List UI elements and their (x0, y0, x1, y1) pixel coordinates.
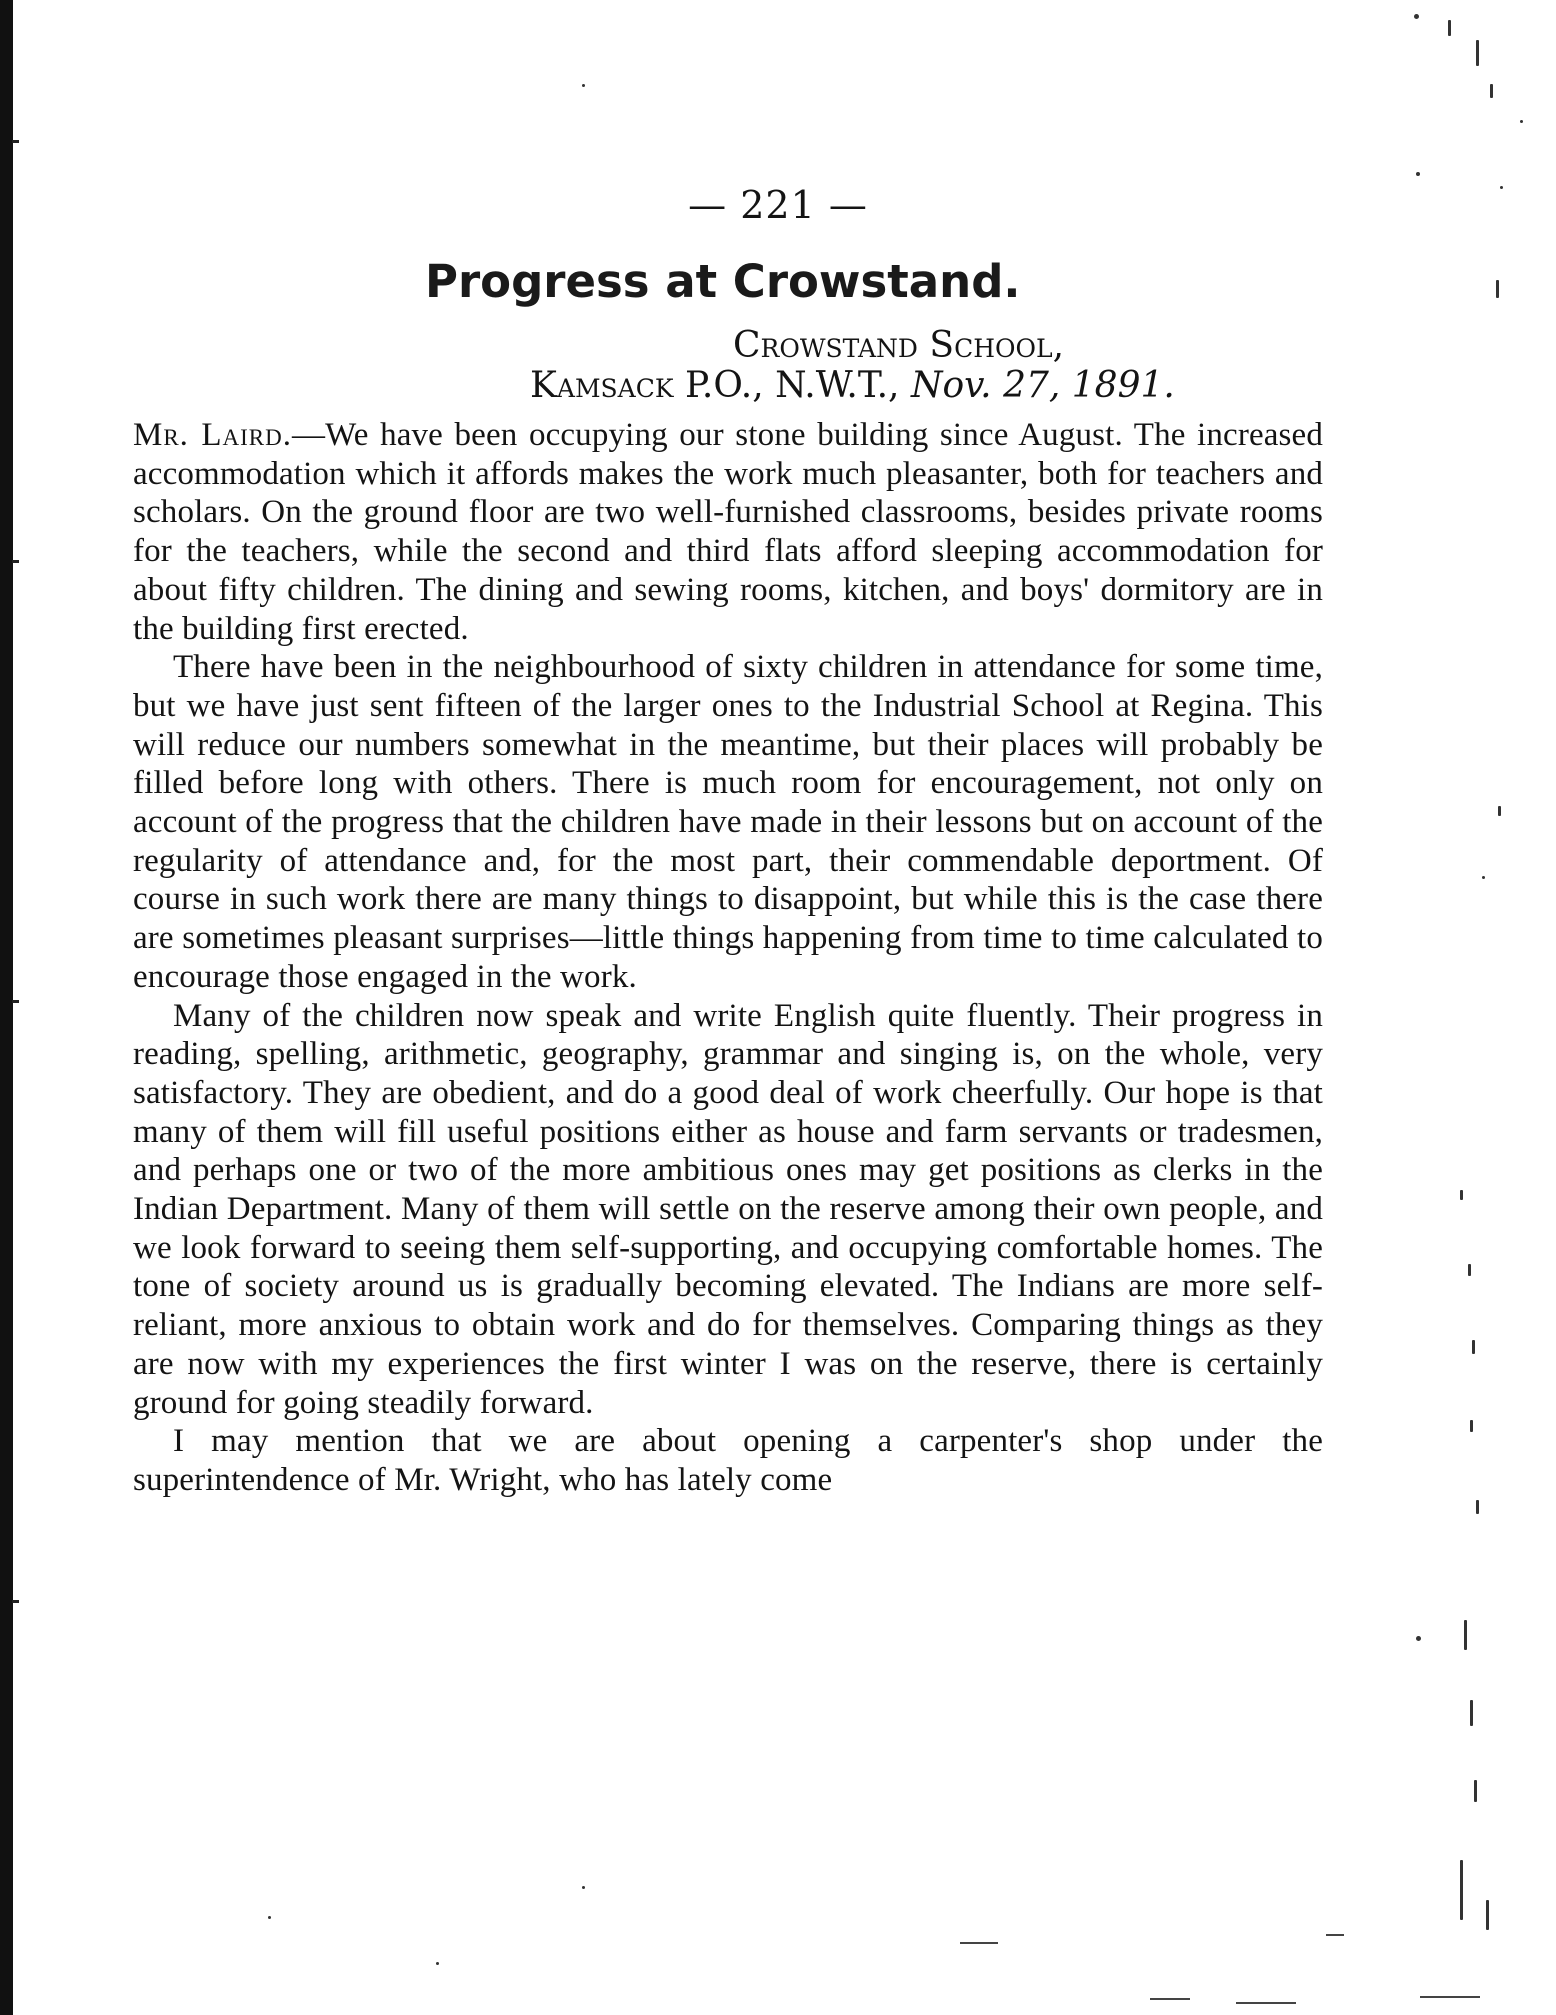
scan-border-tick (12, 560, 19, 563)
scan-speck (1520, 120, 1523, 123)
address-date: Nov. 27, 1891. (910, 365, 1175, 406)
scan-speck (582, 1886, 585, 1889)
page-number: — 221 — (688, 183, 868, 227)
scan-mark (1236, 2002, 1296, 2004)
letter-opening-text: —We have been occupying our stone building since August. The increased accommodation which it affords makes the work much pleasanter, both for teachers and scholars. On the ground floor are two well-furnished classrooms, besides private rooms for the teachers, while the second and third flats afford sleeping accommodation for about fifty children. The dining and sewing rooms, kitchen, and boys' dormitory are in the building first erected. (133, 417, 1324, 647)
scan-speck (1468, 1264, 1471, 1276)
scan-speck (1498, 806, 1501, 816)
letter-body (133, 416, 1323, 1500)
scan-speck (1482, 876, 1485, 879)
scan-speck (1470, 1700, 1473, 1726)
scan-speck (1500, 186, 1503, 189)
letter-paragraph: Many of the children now speak and write English quite fluently. Their progress in reading, spelling, arithmetic, geography, grammar and singing is, on the whole, very satisfactory. They are obedient, and do a good deal of work cheerfully. Our hope is that many of them will fill useful positions either as house and farm servants or tradesmen, and perhaps one or two of the more ambitious ones may get positions as clerks in the Indian Department. Many of them will settle on the reserve among their own people, and we look forward to seeing them self-supporting, and occupying comfortable homes. The tone of society around us is gradually becoming elevated. The Indians are more self-reliant, more anxious to obtain work and do for themselves. Comparing things as they are now with my experiences the first winter I was on the reserve, there is certainly ground for going steadily forward. (133, 997, 1323, 1421)
article-title: Progress at Crowstand. (425, 255, 1021, 308)
scan-speck (1464, 1620, 1467, 1650)
scan-speck (436, 1962, 439, 1965)
letter-paragraph: There have been in the neighbourhood of sixty children in attendance for some time, but we have just sent fifteen of the larger ones to the Industrial School at Regina. This will reduce our numbers somewhat in the meantime, but their places will probably be filled before long with others. There is much room for encouragement, not only on account of the progress that the children have made in their lessons but on account of the regularity of attendance and, for the most part, their commendable deportment. Of course in such work there are many things to disappoint, but while this is the case there are sometimes pleasant surprises—little things happening from time to time calculated to encourage those engaged in the work. (133, 649, 1323, 995)
scan-mark (960, 1942, 998, 1944)
scan-speck (268, 1916, 271, 1919)
scan-speck (1448, 20, 1451, 36)
letter-paragraph (133, 416, 1323, 648)
scan-speck (1490, 84, 1493, 98)
letter-paragraph: I may mention that we are about opening a carpenter's shop under the superintendence of Mr. Wright, who has lately come (133, 1423, 1323, 1498)
scan-speck (1460, 1860, 1463, 1920)
scan-speck (1474, 1780, 1477, 1802)
scan-speck (1416, 1636, 1421, 1641)
address-place: Kamsack P.O., N.W.T., (530, 365, 900, 406)
scan-speck (1416, 172, 1420, 176)
scan-speck (1472, 1340, 1475, 1354)
address-line (530, 366, 1175, 406)
scan-border-tick (12, 140, 19, 143)
scan-speck (1476, 40, 1479, 66)
scan-left-border (0, 0, 13, 2015)
scan-speck (582, 84, 585, 87)
scan-speck (1496, 280, 1499, 298)
scan-mark (1326, 1934, 1344, 1936)
scan-border-tick (12, 1000, 19, 1003)
scan-mark (1420, 1996, 1480, 1998)
letter-salutation: Mr. Laird. (133, 417, 292, 453)
address-school: Crowstand School, (733, 325, 1065, 366)
scan-speck (1470, 1420, 1473, 1432)
scan-speck (1476, 1500, 1479, 1514)
scan-speck (1460, 1190, 1463, 1200)
scan-mark (1150, 1998, 1190, 2000)
scan-border-tick (12, 1600, 19, 1603)
scan-speck (1414, 14, 1419, 19)
scan-speck (1486, 1900, 1489, 1930)
